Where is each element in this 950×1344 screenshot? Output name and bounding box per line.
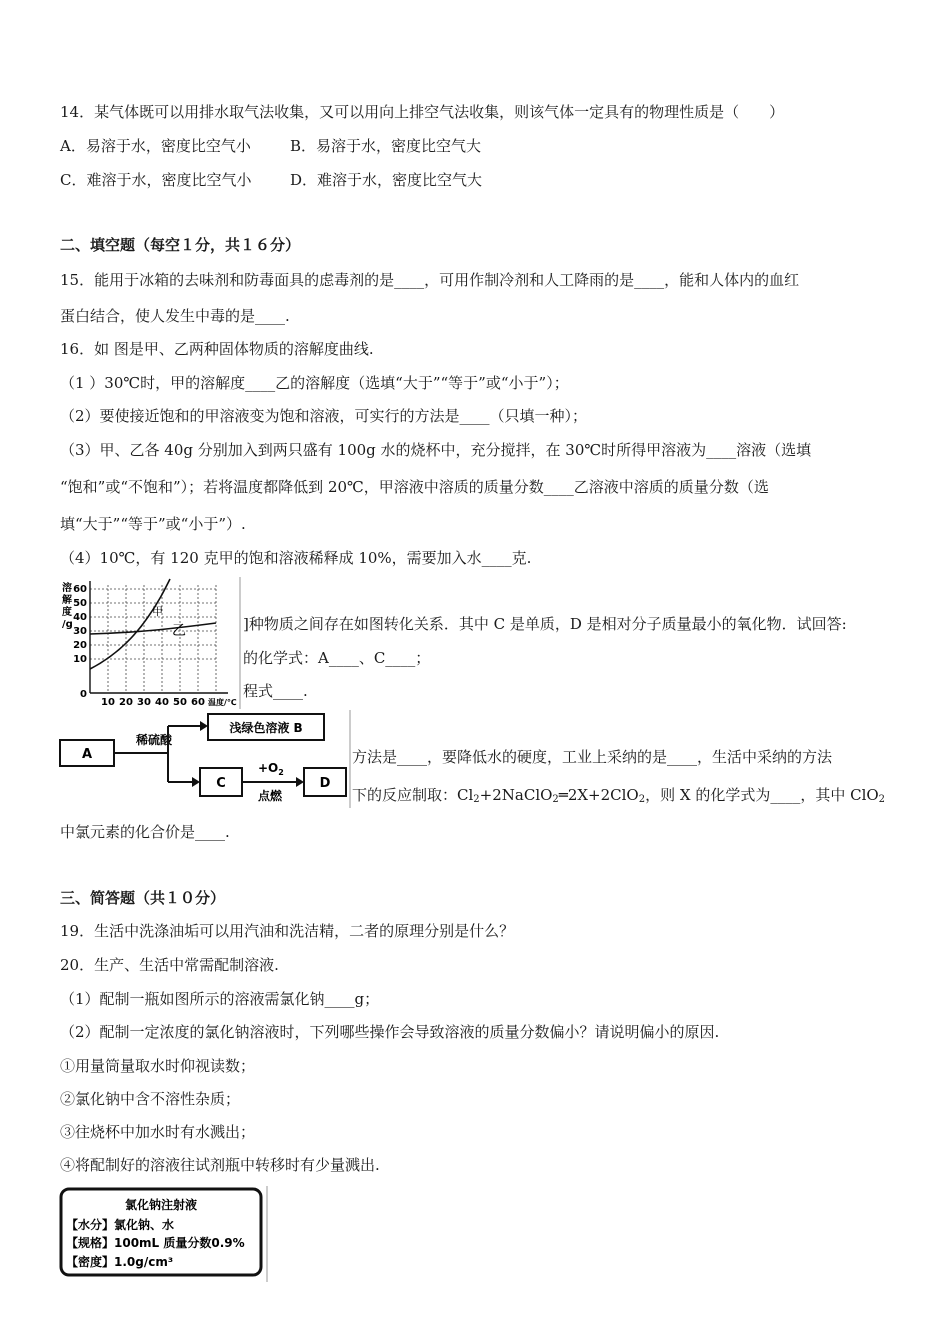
- q18-equation-sub3: 2: [638, 794, 646, 805]
- q18-equation-sub1: 2: [473, 794, 480, 805]
- saline-label-spec: 【规格】100mL 质量分数0.9%: [66, 1236, 245, 1250]
- flow-label-c: C: [216, 776, 226, 791]
- flow-arrowhead-d: [296, 777, 304, 787]
- solubility-curve-figure: [58, 577, 243, 709]
- saline-label-density: 【密度】1.0g/cm³: [66, 1255, 174, 1269]
- q16-part2: （2）要使接近饱和的甲溶液变为饱和溶液，可实行的方法是____（只填一种）；: [60, 407, 588, 425]
- saline-label-ingredients: 【水分】氯化钠、水: [66, 1218, 175, 1232]
- q20-option1: ①用量筒量取水时仰视读数；: [60, 1057, 256, 1075]
- graph-ylabel-char-3: 度: [62, 607, 72, 618]
- graph-xtick-30: 30: [137, 697, 151, 708]
- q16-part3-line1: （3）甲、乙各 40g 分别加入到两只盛有 100g 水的烧杯中，充分搅拌，在 30℃时所得甲溶液为____溶液（选填: [60, 441, 812, 459]
- q20-option2: ②氯化钠中含不溶性杂质；: [60, 1090, 241, 1108]
- q18-equation-sub4: 2: [878, 794, 886, 805]
- q18-equation-part1: 下的反应制取：Cl: [352, 786, 474, 804]
- q14-option-a: A．易溶于水，密度比空气小: [60, 137, 251, 155]
- section-3-heading: 三、简答题（共１０分）: [60, 889, 226, 907]
- q20-stem: 20．生产、生活中常需配制溶液.: [60, 956, 279, 974]
- q16-part3-line2: “饱和”或“不饱和”）；若将温度都降低到 20℃，甲溶液中溶质的质量分数____乙溶液中溶质的质量分数（选: [60, 478, 769, 496]
- graph-ytick-20: 20: [73, 640, 87, 651]
- graph-ytick-10: 10: [73, 654, 87, 665]
- graph-ytick-30: 30: [73, 626, 87, 637]
- q14-option-b: B．易溶于水，密度比空气大: [290, 137, 482, 155]
- flow-arrowhead-c: [192, 777, 200, 787]
- curve-yi: [90, 623, 216, 634]
- q16-part1: （1 ）30℃时，甲的溶解度____乙的溶解度（选填“大于”“等于”或“小于”）；: [60, 374, 569, 392]
- q20-option4: ④将配制好的溶液往试剂瓶中转移时有少量溅出.: [60, 1156, 380, 1174]
- q20-part1: （1）配制一瓶如图所示的溶液需氯化钠____g；: [60, 990, 380, 1008]
- q14-options-ab: [60, 136, 481, 156]
- graph-ytick-0: 0: [80, 689, 87, 700]
- q17-line3: 程式____.: [243, 682, 308, 700]
- q20-part2: （2）配制一定浓度的氯化钠溶液时，下列哪些操作会导致溶液的质量分数偏小？请说明偏小的原因.: [60, 1023, 720, 1041]
- q16-part4: （4）10℃，有 120 克甲的饱和溶液稀释成 10%，需要加入水____克.: [60, 549, 532, 567]
- graph-ylabel-char-1: 溶: [62, 583, 72, 594]
- flow-label-o2-main: +O: [258, 761, 279, 775]
- curve-jia: [90, 579, 170, 669]
- q15-line1: 15．能用于冰箱的去味剂和防毒面具的虑毒剂的是____，可用作制冷剂和人工降雨的是____，能和人体内的血红: [60, 271, 800, 289]
- q16-stem: 16．如 图是甲、乙两种固体物质的溶解度曲线.: [60, 340, 374, 358]
- graph-grid: [90, 585, 216, 693]
- graph-xtick-60: 60: [191, 697, 205, 708]
- graph-ytick-50: 50: [73, 598, 87, 609]
- graph-ylabel-char-4: /g: [62, 619, 73, 630]
- q18-equation-part2: +2NaClO: [479, 786, 553, 804]
- graph-ytick-40: 40: [73, 612, 87, 623]
- graph-xlabel: 温度/℃: [208, 698, 237, 707]
- section-2-heading: 二、填空题（每空１分，共１６分）: [60, 236, 301, 254]
- flow-arrowhead-b: [200, 721, 208, 731]
- q14-stem: 14．某气体既可以用排水取气法收集，又可以用向上排空气法收集，则该气体一定具有的物理性质是（ ）: [60, 103, 785, 121]
- curve-yi-label: 乙: [172, 623, 186, 639]
- graph-xtick-40: 40: [155, 697, 169, 708]
- q18-equation-sub2: 2: [552, 794, 559, 805]
- q17-line1: ]种物质之间存在如图转化关系．其中 C 是单质，D 是相对分子质量最小的氧化物．试回答:: [243, 615, 847, 633]
- flow-label-ignite: 点燃: [258, 789, 283, 803]
- q18-line3: 中氯元素的化合价是____.: [60, 823, 230, 841]
- q20-option3: ③往烧杯中加水时有水溅出；: [60, 1123, 256, 1141]
- q17-line2: 的化学式：A____、C____；: [243, 649, 431, 667]
- graph-xtick-20: 20: [119, 697, 133, 708]
- saline-label-figure: [58, 1186, 270, 1282]
- saline-label-title: 氯化钠注射液: [124, 1198, 198, 1212]
- curve-jia-label: 甲: [152, 605, 163, 618]
- flow-label-o2: [258, 761, 284, 777]
- graph-ytick-60: 60: [73, 584, 87, 595]
- q18-equation-part3: ═2X+2ClO: [558, 786, 639, 804]
- q18-line1: 方法是____，要降低水的硬度，工业上采纳的是____，生活中采纳的方法: [352, 748, 833, 766]
- q14-option-c: C．难溶于水，密度比空气小: [60, 171, 252, 189]
- flow-label-d: D: [319, 776, 331, 791]
- q15-line2: 蛋白结合，使人发生中毒的是____.: [60, 307, 290, 325]
- q18-line2: [352, 785, 885, 810]
- graph-ylabel-char-2: 解: [62, 595, 72, 606]
- q14-options-cd: [60, 170, 482, 190]
- conversion-flow-diagram: [58, 710, 353, 808]
- graph-xtick-50: 50: [173, 697, 187, 708]
- q16-part3-line3: 填“大于”“等于”或“小于”）.: [60, 515, 246, 533]
- q19-text: 19．生活中洗涤油垢可以用汽油和洗洁精，二者的原理分别是什么？: [60, 922, 515, 940]
- flow-label-b: 浅绿色溶液 B: [229, 721, 303, 735]
- flow-label-acid: 稀硫酸: [136, 733, 173, 747]
- flow-label-o2-sub: 2: [278, 768, 284, 777]
- flow-label-a: A: [81, 747, 93, 762]
- graph-xtick-10: 10: [101, 697, 115, 708]
- q14-option-d: D．难溶于水，密度比空气大: [290, 171, 483, 189]
- q18-equation-part4: ，则 X 的化学式为____，其中 ClO: [645, 786, 879, 804]
